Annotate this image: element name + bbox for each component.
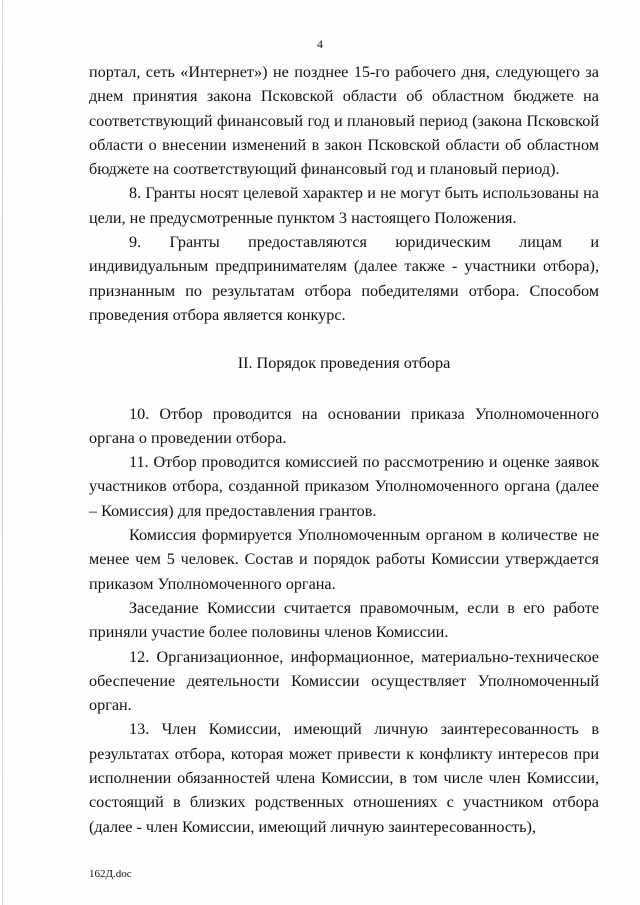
footer-filename: 162Д.doc: [89, 868, 132, 880]
paragraph-item-12: 12. Организационное, информационное, материально-техническое обеспечение деятельности Комиссии осуществляет Уполномоченный орган.: [89, 647, 599, 715]
paragraph-commission-composition: Комиссия формируется Уполномоченным органом в количестве не менее чем 5 человек. Состав и порядок работы Комиссии утверждается приказом Уполномоченного органа.: [89, 526, 599, 593]
paragraph-continuation: портал, сеть «Интернет») не позднее 15-го рабочего дня, следующего за днем принятия закона Псковской области об областном бюджете на соответствующий финансовый год и плановый период (закона Псковской области о внесении изменений в закон Псковской области об областном бюджете на соответствующий финансовый год и плановый период).: [89, 63, 599, 179]
page-edge-line: [2, 0, 3, 905]
spacer: [89, 376, 599, 402]
section-heading: II. Порядок проведения отбора: [237, 354, 451, 373]
paragraph-commission-quorum: Заседание Комиссии считается правомочным, если в его работе приняли участие более половины членов Комиссии.: [89, 598, 599, 642]
paragraph-item-11: 11. Отбор проводится комиссией по рассмотрению и оценке заявок участников отбора, созданной приказом Уполномоченного органа (далее – Комиссия) для предоставления грантов.: [89, 453, 599, 520]
paragraph-item-13: 13. Член Комиссии, имеющий личную заинтересованность в результатах отбора, которая может привести к конфликту интересов при исполнении обязанностей члена Комиссии, в том числе член Комиссии, состоящий в близких родственных отношениях с участником отбора (далее - член Комиссии, имеющий личную заинтересованность),: [89, 720, 599, 836]
paragraph-item-10: 10. Отбор проводится на основании приказа Уполномоченного органа о проведении отбора.: [89, 404, 599, 447]
paragraph-item-8: 8. Гранты носят целевой характер и не могут быть использованы на цели, не предусмотренные пунктом 3 настоящего Положения.: [89, 184, 599, 227]
paragraph-item-9: 9. Гранты предоставляются юридическим лицам и индивидуальным предпринимателям (далее также - участники отбора), признанным по результатам отбора победителями отбора. Способом проведения отбора является конкурс.: [89, 233, 599, 324]
spacer: [89, 327, 599, 351]
document-body: [89, 60, 599, 839]
page-number: 4: [317, 37, 323, 51]
